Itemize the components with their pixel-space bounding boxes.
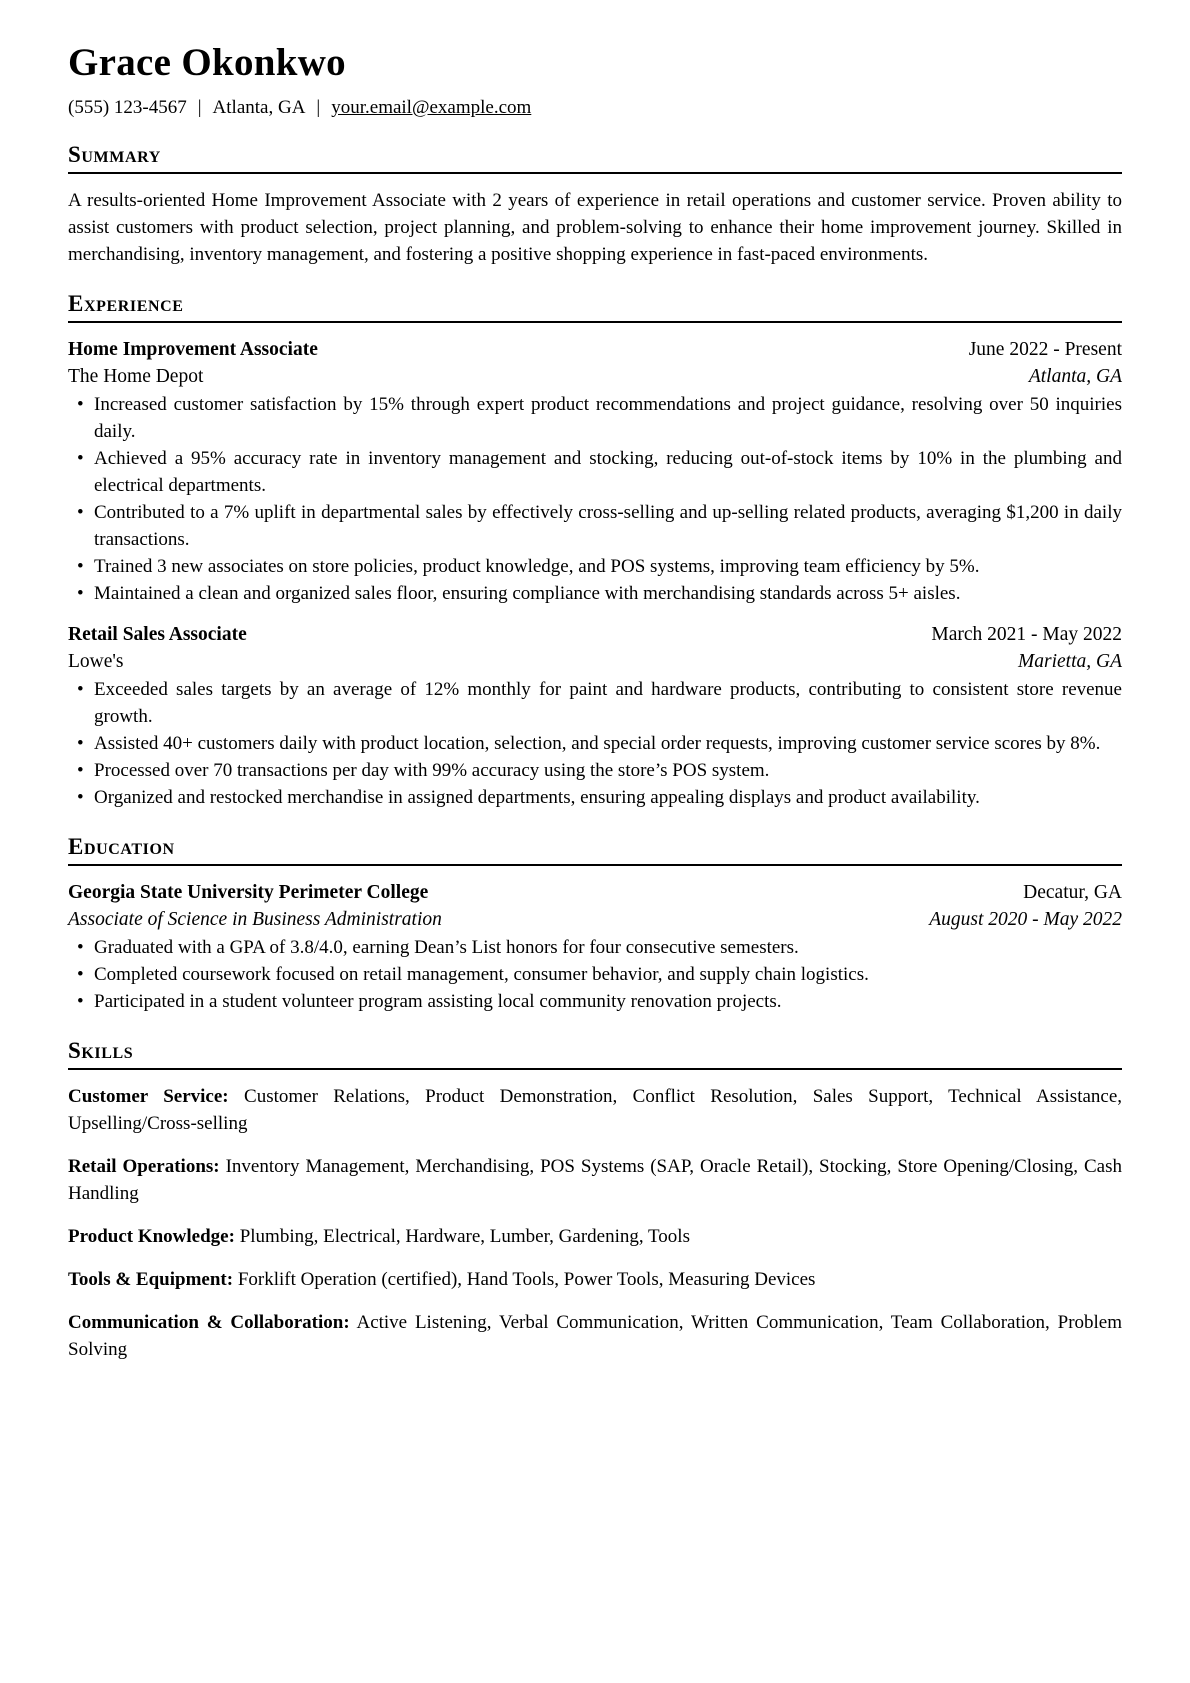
job-location: Atlanta, GA bbox=[1028, 366, 1122, 388]
skill-category-items: Customer Relations, Product Demonstration, Conflict Resolution, Sales Support, Technical Assistance, Upselling/Cross-selling bbox=[68, 1086, 1123, 1135]
school-name: Georgia State University Perimeter College bbox=[68, 882, 429, 904]
contact-separator: | bbox=[316, 96, 321, 118]
education-entry bbox=[68, 879, 1122, 1015]
bullet-item: • Processed over 70 transactions per day with 99% accuracy using the store’s POS system. bbox=[68, 757, 1122, 784]
job-title-row bbox=[68, 336, 1122, 363]
skill-category-items: Plumbing, Electrical, Hardware, Lumber, Gardening, Tools bbox=[239, 1226, 690, 1248]
summary-section bbox=[68, 143, 1122, 268]
bullet-item: • Achieved a 95% accuracy rate in inventory management and stocking, reducing out-of-stock items by 10% in the plumbing and electrical departments. bbox=[68, 445, 1122, 499]
company-name: The Home Depot bbox=[68, 366, 204, 388]
degree-name: Associate of Science in Business Administration bbox=[68, 909, 442, 931]
skill-category bbox=[68, 1083, 1122, 1137]
email-link[interactable]: your.email@example.com bbox=[331, 96, 532, 118]
skills-heading: Skills bbox=[68, 1039, 1122, 1070]
education-section bbox=[68, 835, 1122, 1015]
skill-category-label: Product Knowledge: bbox=[68, 1226, 235, 1248]
skill-category-items: Inventory Management, Merchandising, POS Systems (SAP, Oracle Retail), Stocking, Store Opening/Closing, Cash Handling bbox=[68, 1156, 1122, 1205]
skill-category bbox=[68, 1223, 1122, 1250]
experience-entry bbox=[68, 336, 1122, 607]
phone-number: (555) 123-4567 bbox=[68, 96, 187, 118]
school-name-row bbox=[68, 879, 1122, 906]
skill-category-label: Retail Operations: bbox=[68, 1156, 220, 1178]
bullet-item: • Assisted 40+ customers daily with product location, selection, and special order requests, improving customer service scores by 8%. bbox=[68, 730, 1122, 757]
skill-category-items: Forklift Operation (certified), Hand Tools, Power Tools, Measuring Devices bbox=[237, 1269, 816, 1291]
skill-category-label: Customer Service: bbox=[68, 1086, 229, 1108]
job-title: Home Improvement Associate bbox=[68, 339, 318, 361]
bullet-item: • Participated in a student volunteer program assisting local community renovation projects. bbox=[68, 988, 1122, 1015]
experience-entries bbox=[68, 336, 1122, 811]
education-heading: Education bbox=[68, 835, 1122, 866]
bullet-item: • Contributed to a 7% uplift in departmental sales by effectively cross-selling and up-selling related products, averaging $1,200 in daily transactions. bbox=[68, 499, 1122, 553]
skill-category-items: Active Listening, Verbal Communication, Written Communication, Team Collaboration, Problem Solving bbox=[68, 1312, 1123, 1361]
summary-heading: Summary bbox=[68, 143, 1122, 174]
school-location: Decatur, GA bbox=[1023, 882, 1122, 904]
bullet-item: • Maintained a clean and organized sales floor, ensuring compliance with merchandising standards across 5+ aisles. bbox=[68, 580, 1122, 607]
contact-separator: | bbox=[197, 96, 202, 118]
skill-category bbox=[68, 1153, 1122, 1207]
contact-line bbox=[68, 97, 1122, 119]
bullet-item: • Completed coursework focused on retail management, consumer behavior, and supply chain logistics. bbox=[68, 961, 1122, 988]
job-title-row bbox=[68, 621, 1122, 648]
skill-category bbox=[68, 1309, 1122, 1363]
company-name: Lowe's bbox=[68, 651, 124, 673]
bullet-item: • Organized and restocked merchandise in assigned departments, ensuring appealing displays and product availability. bbox=[68, 784, 1122, 811]
skill-category-label: Tools & Equipment: bbox=[68, 1269, 234, 1291]
job-location: Marietta, GA bbox=[1018, 651, 1122, 673]
job-company-row bbox=[68, 363, 1122, 390]
job-bullet-list bbox=[68, 391, 1122, 607]
job-bullet-list bbox=[68, 676, 1122, 811]
bullet-item: • Increased customer satisfaction by 15% through expert product recommendations and project guidance, resolving over 50 inquiries daily. bbox=[68, 391, 1122, 445]
contact-location: Atlanta, GA bbox=[212, 96, 306, 118]
degree-row bbox=[68, 906, 1122, 933]
experience-entry bbox=[68, 621, 1122, 811]
skills-list bbox=[68, 1083, 1122, 1363]
education-entries bbox=[68, 879, 1122, 1015]
bullet-item: • Exceeded sales targets by an average of 12% monthly for paint and hardware products, contributing to consistent store revenue growth. bbox=[68, 676, 1122, 730]
bullet-item: • Graduated with a GPA of 3.8/4.0, earning Dean’s List honors for four consecutive semesters. bbox=[68, 934, 1122, 961]
job-title: Retail Sales Associate bbox=[68, 624, 247, 646]
summary-text: A results-oriented Home Improvement Associate with 2 years of experience in retail operations and customer service. Proven ability to assist customers with product selection, project planning, and problem-solving to enhance their home improvement journey. Skilled in merchandising, inventory management, and fostering a positive shopping experience in fast-paced environments. bbox=[68, 190, 1122, 266]
job-dates: March 2021 - May 2022 bbox=[931, 624, 1122, 646]
bullet-item: • Trained 3 new associates on store policies, product knowledge, and POS systems, improving team efficiency by 5%. bbox=[68, 553, 1122, 580]
education-dates: August 2020 - May 2022 bbox=[929, 909, 1122, 931]
job-company-row bbox=[68, 648, 1122, 675]
job-dates: June 2022 - Present bbox=[968, 339, 1122, 361]
education-bullet-list bbox=[68, 934, 1122, 1015]
experience-heading: Experience bbox=[68, 292, 1122, 323]
skill-category-label: Communication & Collaboration: bbox=[68, 1312, 350, 1334]
skills-section bbox=[68, 1039, 1122, 1363]
resume-header bbox=[68, 42, 1122, 119]
candidate-name: Grace Okonkwo bbox=[68, 41, 346, 84]
skill-category bbox=[68, 1266, 1122, 1293]
experience-section bbox=[68, 292, 1122, 811]
